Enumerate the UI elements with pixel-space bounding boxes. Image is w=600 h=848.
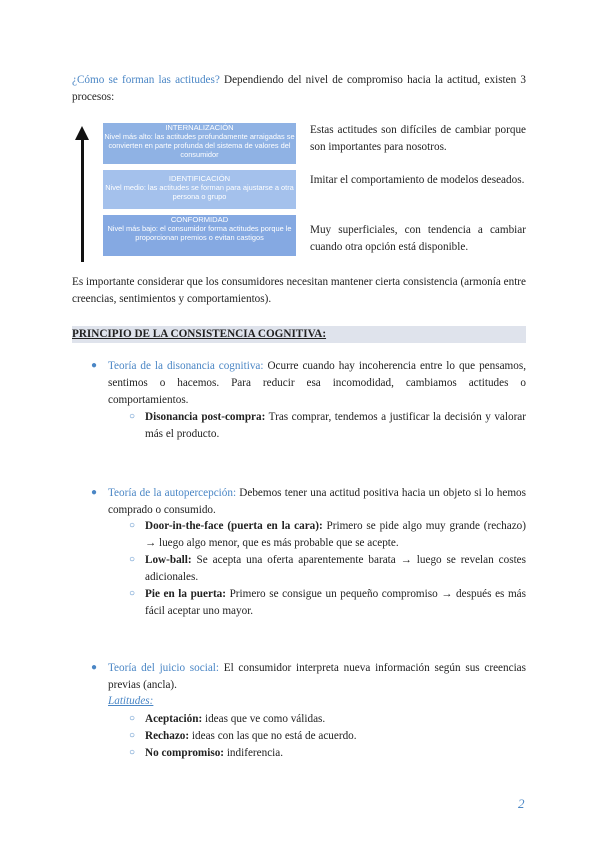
sub-bullet-icon: ○ [129, 747, 136, 758]
box-body: Nivel medio: las actitudes se forman para ajustarse a otra persona o grupo [105, 183, 294, 201]
sub-bullet-icon: ○ [129, 520, 136, 531]
box-note-2: Imitar el comportamiento de modelos deseados. [310, 174, 525, 186]
box-body: Nivel más alto: las actitudes profundamente arraigadas se convierten en parte profunda del sistema de valores del consumidor [104, 132, 295, 159]
sub-item [145, 745, 526, 762]
box-note-1: Estas actitudes son difíciles de cambiar porque son importantes para nosotros. [310, 124, 526, 153]
sub-text: Tras comprar, tendemos a justificar la decisión y valorar más el producto. [145, 411, 526, 440]
box-body: Nivel más bajo: el consumidor forma actitudes porque le proporcionan premios o evitan castigos [107, 224, 292, 242]
sub-text: Primero se pide algo muy grande (rechazo) → luego algo menor, que es más probable que se acepte. [145, 520, 526, 549]
sub-bullet-icon: ○ [129, 554, 136, 565]
sub-bullet-icon: ○ [129, 730, 136, 741]
bullet-icon: ● [91, 662, 98, 673]
sub-item [145, 711, 526, 728]
sub-text: indiferencia. [224, 747, 284, 759]
sub-term: Door-in-the-face (puerta en la cara): [145, 520, 323, 532]
theory-text: Debemos tener una actitud positiva hacia un objeto si lo hemos comprado o consumido. [108, 487, 526, 516]
sub-term: Rechazo: [145, 730, 190, 742]
bullet-icon: ● [91, 360, 98, 371]
sub-text: ideas que ve como válidas. [202, 713, 326, 725]
section-heading: PRINCIPIO DE LA CONSISTENCIA COGNITIVA: [72, 328, 327, 340]
theory-title: Teoría de la autopercepción: [108, 487, 237, 499]
sub-text: Primero se consigue un pequeño compromiso → después es más fácil aceptar uno mayor. [145, 588, 526, 617]
theory-text: Ocurre cuando hay incoherencia entre lo que pensamos, sentimos o hacemos. Para reducir esa incomodidad, cambiamos actitudes o comportamientos. [108, 360, 526, 406]
intro-text: Dependiendo del nivel de compromiso hacia la actitud, existen 3 procesos: [72, 74, 526, 103]
theory-autopercepcion [108, 485, 526, 519]
sub-item [145, 518, 526, 552]
latitudes-label: Latitudes: [108, 695, 154, 707]
sub-term: Disonancia post-compra: [145, 411, 266, 423]
arrow-shaft [81, 138, 84, 262]
theory-text: El consumidor interpreta nueva información según sus creencias previas (ancla). [108, 662, 526, 691]
theory-title: Teoría de la disonancia cognitiva: [108, 360, 264, 372]
sub-text: ideas con las que no está de acuerdo. [189, 730, 357, 742]
box-note-3: Muy superficiales, con tendencia a cambiar cuando otra opción está disponible. [310, 224, 526, 253]
sub-bullet-icon: ○ [129, 588, 136, 599]
box-title: INTERNALIZACIÓN [165, 123, 234, 132]
sub-item [145, 586, 526, 620]
theory-juicio-social [108, 660, 526, 694]
consistency-note: Es importante considerar que los consumidores necesitan mantener cierta consistencia (armonía entre creencias, sentimientos y comportamientos). [72, 276, 526, 305]
sub-bullet-icon: ○ [129, 713, 136, 724]
sub-item [145, 409, 526, 443]
box-internalizacion [103, 123, 296, 164]
sub-term: Low-ball: [145, 554, 192, 566]
intro-question: ¿Cómo se forman las actitudes? [72, 74, 220, 86]
sub-term: Pie en la puerta: [145, 588, 226, 600]
box-title: CONFORMIDAD [170, 215, 229, 224]
sub-item [145, 552, 526, 586]
theory-title: Teoría del juicio social: [108, 662, 219, 674]
box-conformidad [103, 215, 296, 256]
box-title: IDENTIFICACIÓN [168, 174, 231, 183]
box-identificacion [103, 170, 296, 209]
sub-term: No compromiso: [145, 747, 225, 759]
page-number: 2 [518, 796, 525, 811]
bullet-icon: ● [91, 487, 98, 498]
theory-disonancia [108, 358, 526, 409]
sub-bullet-icon: ○ [129, 411, 136, 422]
intro-paragraph [72, 72, 526, 106]
sub-term: Aceptación: [145, 713, 203, 725]
sub-item [145, 728, 526, 745]
sub-text: Se acepta una oferta aparentemente barata → luego se revelan costes adicionales. [145, 554, 526, 583]
